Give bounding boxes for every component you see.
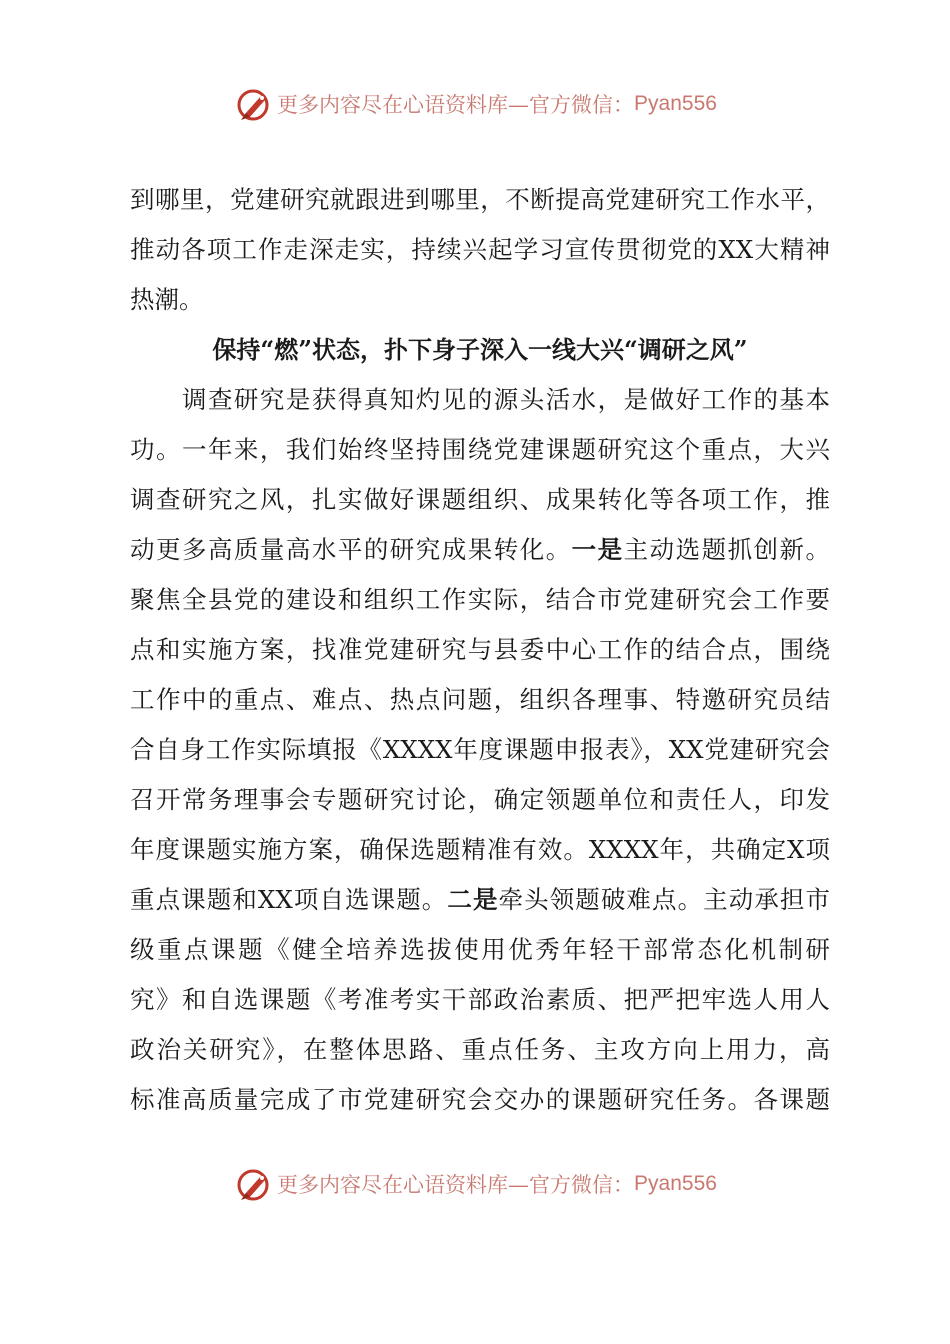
text-segment: 政治关研究》，在整体思路、重点任务、主攻方向上用力，高 — [130, 1035, 830, 1064]
text-line — [130, 575, 830, 625]
text-line — [130, 375, 830, 425]
bold-marker: 一是 — [571, 535, 624, 564]
footer-banner — [0, 1164, 950, 1204]
banner-text: 更多内容尽在心语资料库—官方微信： — [277, 93, 635, 117]
text-line — [130, 275, 830, 325]
text-segment: 聚焦全县党的建设和组织工作实际，结合市党建研究会工作要 — [130, 585, 830, 614]
text-segment: 究》和自选课题《考准考实干部政治素质、把严把牢选人用人 — [130, 985, 830, 1014]
text-line — [130, 175, 830, 225]
text-segment: 调查研究之风，扎实做好课题组织、成果转化等各项工作，推 — [130, 485, 830, 514]
section-heading — [130, 325, 830, 375]
text-line — [130, 975, 830, 1025]
text-line — [130, 775, 830, 825]
banner-text: 更多内容尽在心语资料库—官方微信： — [277, 1173, 635, 1197]
bold-marker: 二是 — [447, 885, 499, 914]
banner-wechat-handle: Pyan556 — [634, 92, 717, 115]
text-line — [130, 1075, 830, 1125]
text-segment: 功。一年来，我们始终坚持围绕党建课题研究这个重点，大兴 — [130, 435, 830, 464]
fountain-pen-logo-icon — [233, 84, 273, 124]
text-segment: 工作中的重点、难点、热点问题，组织各理事、特邀研究员结 — [130, 685, 830, 714]
text-line — [130, 475, 830, 525]
text-segment: 主动选题抓创新。 — [623, 535, 830, 564]
text-segment: 推动各项工作走深走实，持续兴起学习宣传贯彻党的XX大精神 — [130, 235, 830, 264]
text-segment: 年度课题实施方案，确保选题精准有效。XXXX年，共确定X项 — [130, 835, 830, 864]
text-line — [130, 875, 830, 925]
text-line — [130, 825, 830, 875]
text-line — [130, 725, 830, 775]
text-segment: 热潮。 — [130, 285, 204, 314]
text-segment: 标准高质量完成了市党建研究会交办的课题研究任务。各课题 — [130, 1085, 830, 1114]
text-segment: 保持“燃”状态，扑下身子深入一线大兴“调研之风” — [212, 335, 748, 364]
text-segment: 点和实施方案，找准党建研究与县委中心工作的结合点，围绕 — [130, 635, 830, 664]
text-line — [130, 525, 830, 575]
text-segment: 到哪里，党建研究就跟进到哪里，不断提高党建研究工作水平， — [130, 185, 830, 214]
text-line — [130, 225, 830, 275]
text-segment: 重点课题和XX项自选课题。 — [130, 885, 448, 914]
text-line — [130, 425, 830, 475]
text-segment: 合自身工作实际填报《XXXX年度课题申报表》，XX党建研究会 — [130, 735, 830, 764]
text-segment: 动更多高质量高水平的研究成果转化。 — [130, 535, 572, 564]
text-segment: 调查研究是获得真知灼见的源头活水，是做好工作的基本 — [130, 385, 830, 414]
fountain-pen-logo-icon — [233, 1164, 273, 1204]
text-line — [130, 1025, 830, 1075]
text-line — [130, 925, 830, 975]
header-banner — [0, 84, 950, 124]
text-segment: 召开常务理事会专题研究讨论，确定领题单位和责任人，印发 — [130, 785, 830, 814]
banner-wechat-handle: Pyan556 — [634, 1172, 717, 1195]
text-line — [130, 675, 830, 725]
text-segment: 牵头领题破难点。主动承担市 — [498, 885, 830, 914]
text-line — [130, 625, 830, 675]
document-body — [130, 175, 830, 1125]
text-segment: 级重点课题《健全培养选拔使用优秀年轻干部常态化机制研 — [130, 935, 830, 964]
